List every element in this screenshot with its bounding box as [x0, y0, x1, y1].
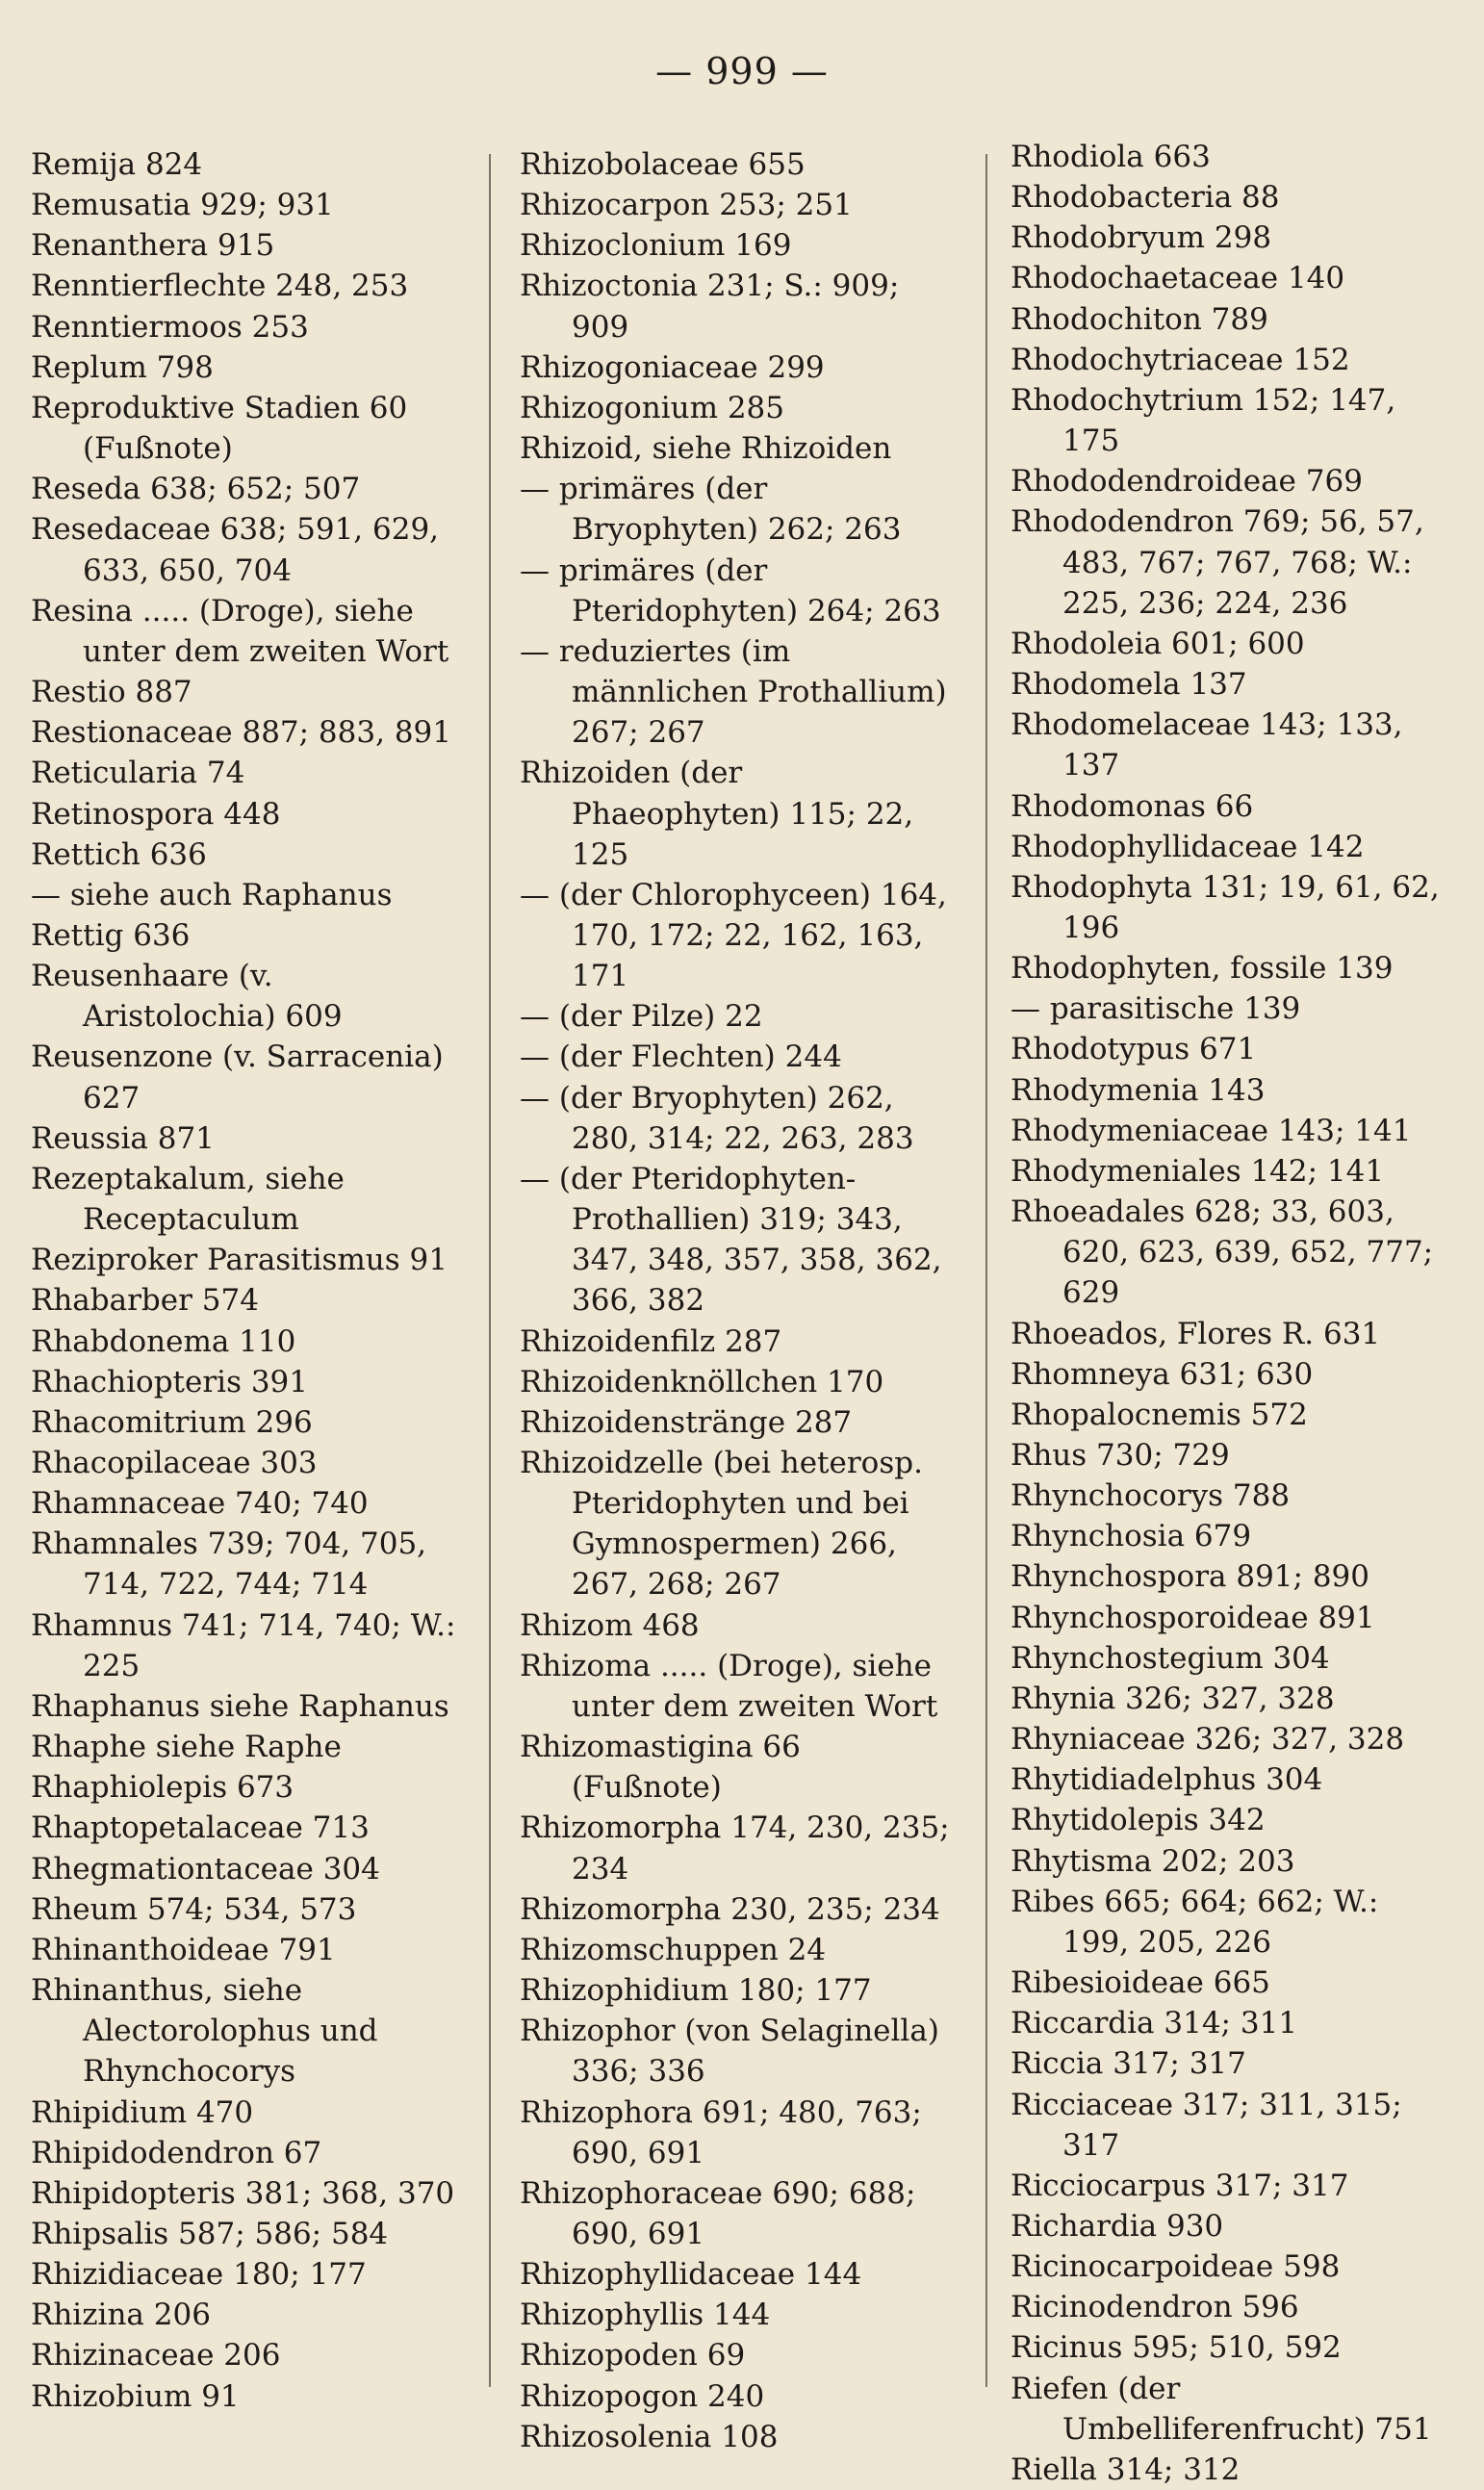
index-entry: Richardia 930	[1011, 2208, 1224, 2244]
index-entry: Rhynchocorys 788	[1011, 1478, 1291, 1514]
index-entry: Reticularia 74	[31, 756, 245, 791]
index-entry: Rhizophidium 180; 177	[520, 1973, 872, 2009]
index-entry: Rhizopoden 69	[520, 2338, 746, 2374]
index-entry: Rhodobacteria 88	[1011, 180, 1280, 216]
index-entry: Rhizosolenia 108	[520, 2419, 779, 2454]
index-entry: Rhynchosporoideae 891	[1011, 1600, 1375, 1635]
index-entry: Rhodophyllidaceae 142	[1011, 829, 1365, 864]
index-entry: Rhamnaceae 740; 740	[31, 1486, 369, 1522]
index-entry: Riella 314; 312	[1011, 2451, 1241, 2487]
index-entry: Rhus 730; 729	[1011, 1438, 1230, 1473]
index-entry: Riccia 317; 317	[1011, 2046, 1246, 2082]
index-entry: — (der Pteridophyten-Prothallien) 319; 343, 347, 348, 357, 358, 362, 366, 382	[520, 1161, 952, 1319]
index-entry: Rhodomela 137	[1011, 667, 1247, 703]
index-entry: Rhinanthoideae 791	[31, 1932, 336, 1967]
index-entry: Rhaphanus siehe Raphanus	[31, 1688, 449, 1724]
index-entry: Resedaceae 638; 591, 629, 633, 650, 704	[31, 512, 448, 588]
index-entry: Rhizinaceae 206	[31, 2338, 281, 2374]
index-entry: Rhizophoraceae 690; 688; 690, 691	[520, 2175, 926, 2251]
index-entry: Ribesioideae 665	[1011, 1965, 1270, 2001]
index-entry: Rhodobryum 298	[1011, 220, 1272, 256]
index-entry: Rhaphiolepis 673	[31, 1770, 294, 1806]
index-entry: Renntierflechte 248, 253	[31, 269, 409, 304]
index-entry: Ricciocarpus 317; 317	[1011, 2168, 1349, 2203]
index-entry: Reseda 638; 652; 507	[31, 472, 361, 507]
index-entry: Rhytisma 202; 203	[1011, 1843, 1295, 1879]
index-entry: Rhizomorpha 174, 230, 235; 234	[520, 1810, 959, 1887]
index-entry: Rhoeadales 628; 33, 603, 620, 623, 639, 652, 777; 629	[1011, 1194, 1443, 1311]
index-entry: Rhizoidzelle (bei heterosp. Pteridophyten und bei Gymnospermen) 266, 267, 268; 267	[520, 1446, 933, 1603]
index-entry: Rhegmationtaceae 304	[31, 1851, 380, 1887]
index-entry: Rhizoma ..... (Droge), siehe unter dem zweiten Wort	[520, 1648, 941, 1724]
index-entry: Rhipsalis 587; 586; 584	[31, 2216, 389, 2251]
index-entry: — parasitische 139	[1011, 991, 1301, 1027]
index-entry: Rhynia 326; 327, 328	[1011, 1681, 1335, 1716]
index-column-1	[31, 144, 472, 2417]
index-entry: Riccardia 314; 311	[1011, 2006, 1298, 2041]
index-entry: Reziproker Parasitismus 91	[31, 1243, 448, 1278]
index-entry: Rhabarber 574	[31, 1283, 259, 1319]
index-entry: Rhaphe siehe Raphe	[31, 1730, 342, 1765]
index-entry: Rhacopilaceae 303	[31, 1446, 318, 1480]
index-entry: Rhaptopetalaceae 713	[31, 1810, 370, 1846]
column-divider	[985, 154, 987, 2387]
index-entry: Rhizina 206	[31, 2297, 211, 2333]
index-entry: Rhyniaceae 326; 327, 328	[1011, 1722, 1405, 1758]
column-divider	[489, 154, 491, 2387]
index-entry: Rhodochytriaceae 152	[1011, 342, 1350, 377]
index-entry: Rezeptakalum, siehe Receptaculum	[31, 1161, 354, 1238]
index-entry: Rhizoctonia 231; S.: 909; 909	[520, 269, 909, 345]
index-entry: Rhynchospora 891; 890	[1011, 1559, 1369, 1595]
index-entry: Rhizoclonium 169	[520, 228, 792, 264]
index-entry: Rhizopogon 240	[520, 2378, 765, 2414]
index-entry: Reusenzone (v. Sarracenia) 627	[31, 1040, 453, 1116]
index-entry: Rhamnales 739; 704, 705, 714, 722, 744; 714	[31, 1527, 436, 1603]
index-entry: Rhodymeniales 142; 141	[1011, 1153, 1385, 1189]
index-entry: Rhodymenia 143	[1011, 1072, 1266, 1108]
index-entry: Reproduktive Stadien 60 (Fußnote)	[31, 390, 418, 467]
index-entry: Rhamnus 741; 714, 740; W.: 225	[31, 1607, 466, 1683]
index-entry: Rhizocarpon 253; 251	[520, 188, 853, 223]
index-entry: Rhodochaetaceae 140	[1011, 261, 1345, 296]
index-entry: Reussia 871	[31, 1120, 215, 1156]
index-entry: Rhizogoniaceae 299	[520, 349, 825, 385]
index-entry: Rhodophyta 131; 19, 61, 62, 196	[1011, 869, 1449, 945]
index-entry: Reusenhaare (v. Aristolochia) 609	[31, 959, 343, 1035]
index-entry: Replum 798	[31, 349, 214, 385]
index-entry: Remusatia 929; 931	[31, 188, 334, 223]
index-entry: Rhodophyten, fossile 139	[1011, 951, 1394, 987]
index-entry: Ricinodendron 596	[1011, 2290, 1299, 2325]
index-entry: Rhynchostegium 304	[1011, 1640, 1330, 1676]
index-entry: Rhizophora 691; 480, 763; 690, 691	[520, 2094, 932, 2170]
index-entry: Rhizom 468	[520, 1607, 700, 1643]
index-column-3	[1011, 137, 1453, 2490]
index-entry: Rhododendroideae 769	[1011, 464, 1363, 500]
index-entry: Rhodoleia 601; 600	[1011, 626, 1305, 661]
index-entry: — primäres (der Pteridophyten) 264; 263	[520, 552, 941, 629]
index-entry: Rhodotypus 671	[1011, 1032, 1257, 1067]
index-entry: Rhodochytrium 152; 147, 175	[1011, 382, 1406, 459]
index-entry: Rhizophyllidaceae 144	[520, 2257, 862, 2293]
index-entry: Rhabdonema 110	[31, 1323, 296, 1359]
page-number-header: — 999 —	[655, 50, 829, 92]
index-entry: Rhipidodendron 67	[31, 2135, 322, 2170]
index-entry: — primäres (der Bryophyten) 262; 263	[520, 472, 902, 548]
index-entry: Rhodomelaceae 143; 133, 137	[1011, 707, 1413, 783]
index-entry: — siehe auch Raphanus	[31, 877, 393, 912]
index-entry: Rhynchosia 679	[1011, 1519, 1252, 1554]
index-entry: Ricinus 595; 510, 592	[1011, 2330, 1342, 2366]
index-entry: — reduziertes (im männlichen Prothallium) 267; 267	[520, 633, 957, 751]
index-entry: — (der Pilze) 22	[520, 999, 763, 1035]
index-entry: Rhizoidenfilz 287	[520, 1323, 782, 1359]
index-entry: Rhoeados, Flores R. 631	[1011, 1316, 1381, 1351]
index-entry: Rhinanthus, siehe Alectorolophus und Rhynchocorys	[31, 1973, 388, 2090]
index-entry: Rhizomorpha 230, 235; 234	[520, 1891, 940, 1927]
index-entry: Riefen (der Umbelliferenfrucht) 751	[1011, 2371, 1432, 2447]
index-entry: Rhipidium 470	[31, 2094, 254, 2130]
index-entry: Rhizoidenknöllchen 170	[520, 1364, 884, 1399]
index-entry: Resina ..... (Droge), siehe unter dem zweiten Wort	[31, 593, 449, 669]
index-entry: Restio 887	[31, 675, 192, 710]
index-entry: Rhizomschuppen 24	[520, 1932, 827, 1967]
index-entry: Rhizophor (von Selaginella) 336; 336	[520, 2014, 949, 2090]
index-entry: Ricinocarpoideae 598	[1011, 2249, 1341, 2285]
index-entry: — (der Bryophyten) 262, 280, 314; 22, 263, 283	[520, 1080, 914, 1156]
index-entry: Rhizobium 91	[31, 2378, 240, 2414]
index-column-2	[520, 144, 958, 2457]
index-entry: Rhododendron 769; 56, 57, 483, 767; 767, 768; W.: 225, 236; 224, 236	[1011, 504, 1434, 621]
index-entry: Rhodymeniaceae 143; 141	[1011, 1113, 1412, 1148]
index-entry: Rhytidolepis 342	[1011, 1803, 1266, 1838]
index-entry: Retinospora 448	[31, 796, 281, 832]
index-entry: Rhizidiaceae 180; 177	[31, 2257, 367, 2293]
index-entry: Rhodiola 663	[1011, 140, 1211, 174]
index-entry: Rhizoiden (der Phaeophyten) 115; 22, 125	[520, 756, 923, 872]
index-entry: Rhacomitrium 296	[31, 1404, 313, 1440]
index-entry: Rhizobolaceae 655	[520, 147, 806, 182]
index-entry: Rhizoidenstränge 287	[520, 1404, 853, 1440]
index-entry: Renntiermoos 253	[31, 309, 309, 345]
index-entry: Rettich 636	[31, 836, 207, 872]
index-entry: Rhodochiton 789	[1011, 301, 1268, 337]
index-entry: Rheum 574; 534, 573	[31, 1891, 357, 1927]
index-entry: Rhachiopteris 391	[31, 1364, 309, 1399]
index-entry: Rhizogonium 285	[520, 390, 784, 425]
index-entry: Ribes 665; 664; 662; W.: 199, 205, 226	[1011, 1884, 1389, 1960]
index-entry: Ricciaceae 317; 311, 315; 317	[1011, 2087, 1412, 2163]
index-entry: Remija 824	[31, 147, 203, 182]
index-entry: — (der Flechten) 244	[520, 1040, 842, 1075]
index-entry: Rhizoid, siehe Rhizoiden	[520, 431, 892, 467]
index-entry: Rhytidiadelphus 304	[1011, 1762, 1323, 1798]
index-entry: Rhodomonas 66	[1011, 788, 1254, 824]
index-entry: Rhizophyllis 144	[520, 2297, 771, 2333]
index-entry: — (der Chlorophyceen) 164, 170, 172; 22, 162, 163, 171	[520, 877, 957, 994]
index-entry: Rettig 636	[31, 917, 191, 953]
index-entry: Rhipidopteris 381; 368, 370	[31, 2175, 455, 2211]
index-entry: Rhopalocnemis 572	[1011, 1397, 1308, 1432]
index-entry: Rhizomastigina 66 (Fußnote)	[520, 1730, 810, 1806]
index-entry: Restionaceae 887; 883, 891	[31, 715, 451, 751]
index-entry: Rhomneya 631; 630	[1011, 1356, 1314, 1392]
index-entry: Renanthera 915	[31, 228, 275, 264]
